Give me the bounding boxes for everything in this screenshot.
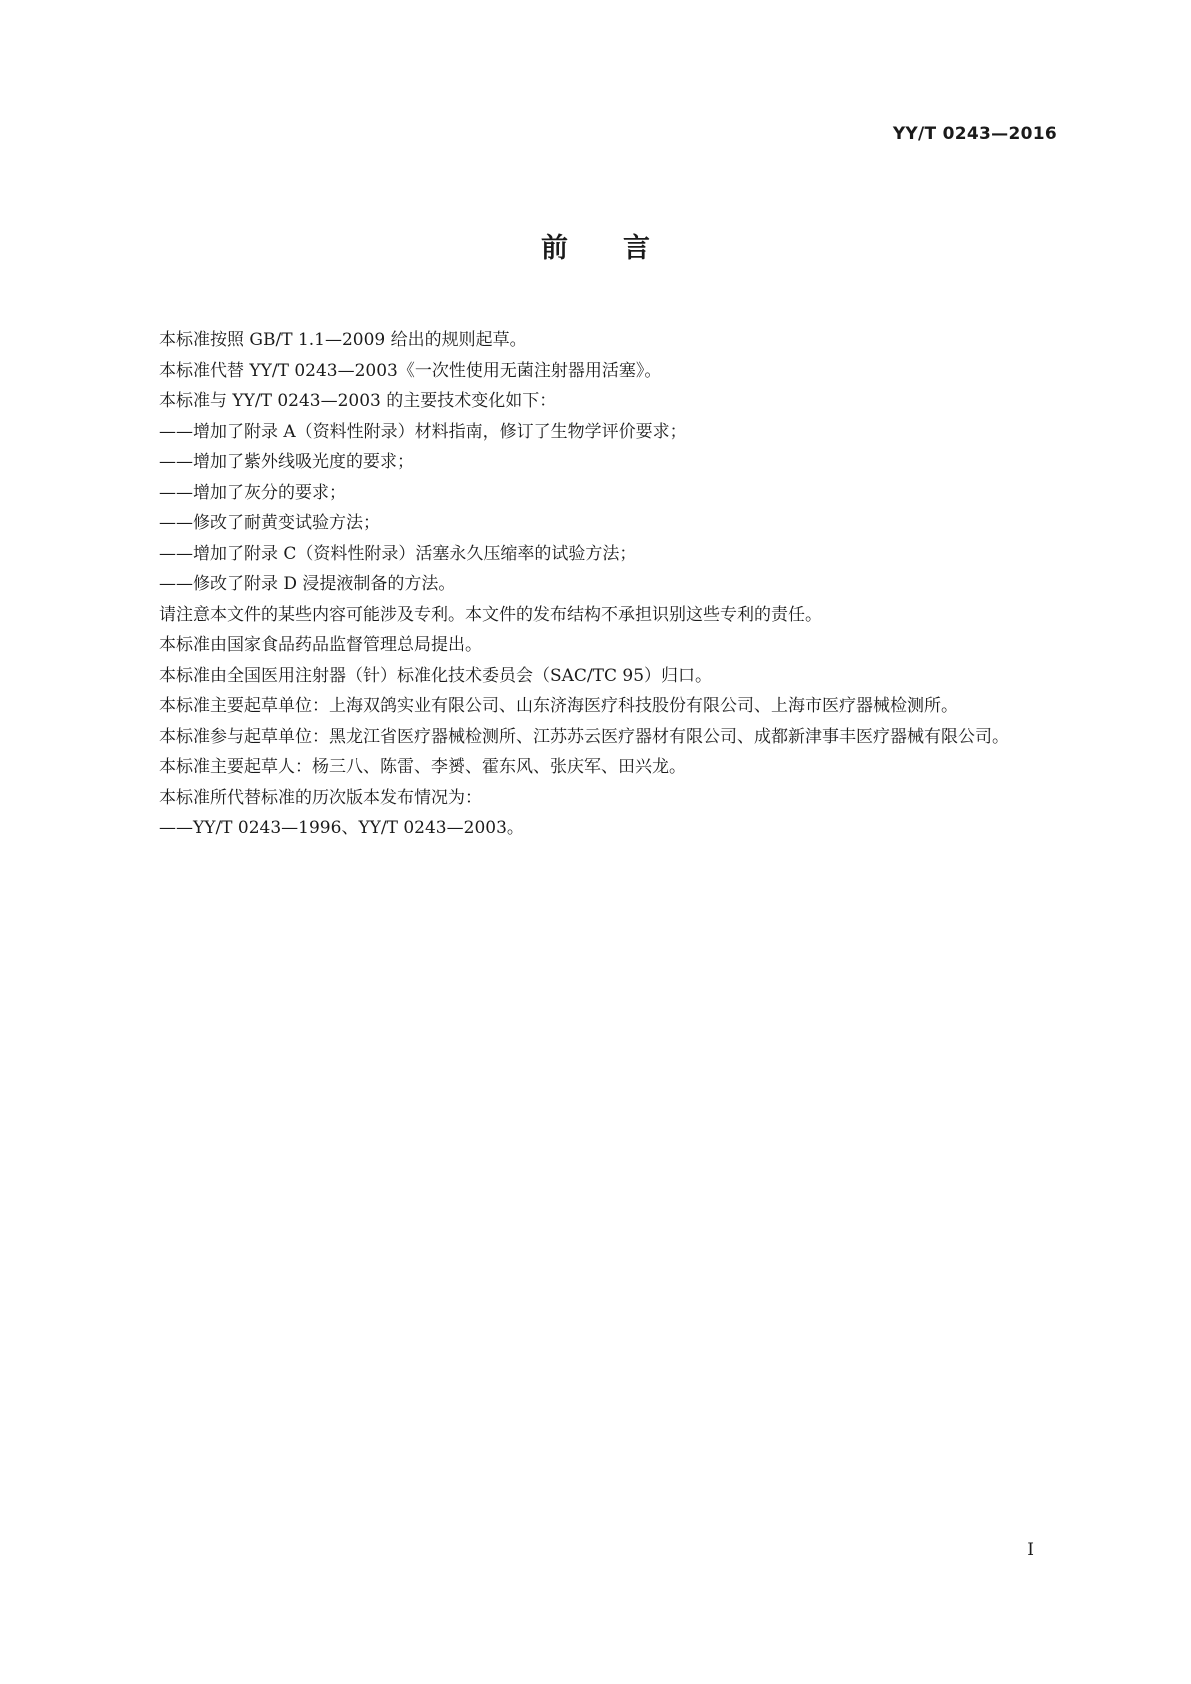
paragraph-replaces: 本标准代替 YY/T 0243—2003《一次性使用无菌注射器用活塞》。: [159, 360, 662, 381]
version-history-item: ——YY/T 0243—1996、YY/T 0243—2003。: [159, 818, 524, 838]
paragraph-proposed-by: 本标准由国家食品药品监督管理总局提出。: [159, 635, 482, 655]
change-item: ——增加了灰分的要求；: [159, 482, 346, 503]
paragraph-version-history-intro: 本标准所代替标准的历次版本发布情况为：: [159, 787, 482, 808]
change-item: ——修改了耐黄变试验方法；: [159, 513, 380, 533]
foreword-body: [125, 325, 1065, 844]
paragraph-main-drafters: 本标准主要起草人：杨三八、陈雷、李赟、霍东风、张庆军、田兴龙。: [159, 757, 686, 777]
paragraph-changes-intro: 本标准与 YY/T 0243—2003 的主要技术变化如下：: [159, 391, 557, 411]
paragraph-patent-notice: 请注意本文件的某些内容可能涉及专利。本文件的发布结构不承担识别这些专利的责任。: [159, 604, 822, 625]
change-item: ——增加了附录 A（资料性附录）材料指南，修订了生物学评价要求；: [159, 421, 687, 442]
change-item: ——增加了紫外线吸光度的要求；: [159, 452, 414, 472]
page-title: 前言: [541, 233, 705, 264]
standard-number: YY/T 0243—2016: [892, 124, 1057, 144]
page-number: I: [1027, 1540, 1034, 1560]
change-item: ——增加了附录 C（资料性附录）活塞永久压缩率的试验方法；: [159, 543, 637, 564]
paragraph-participating-units: 本标准参与起草单位：黑龙江省医疗器械检测所、江苏苏云医疗器材有限公司、成都新津事丰医疗器械有限公司。: [159, 726, 1009, 747]
paragraph-drafting-rules: 本标准按照 GB/T 1.1—2009 给出的规则起草。: [159, 330, 527, 350]
paragraph-managed-by: 本标准由全国医用注射器（针）标准化技术委员会（SAC/TC 95）归口。: [159, 665, 713, 686]
change-item: ——修改了附录 D 浸提液制备的方法。: [159, 574, 456, 594]
paragraph-main-drafting-units: 本标准主要起草单位：上海双鸽实业有限公司、山东济海医疗科技股份有限公司、上海市医疗器械检测所。: [159, 696, 958, 716]
